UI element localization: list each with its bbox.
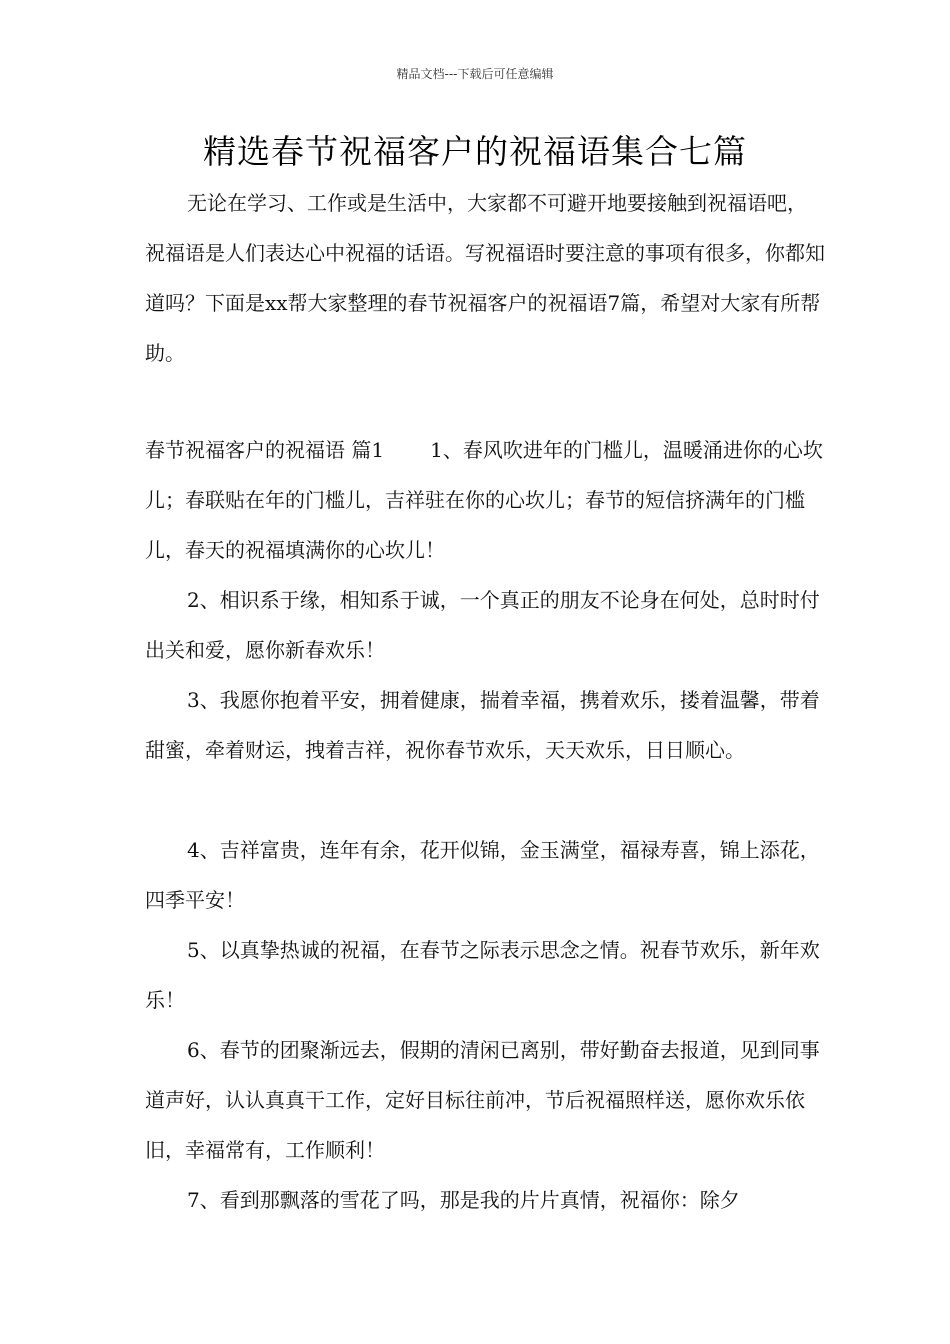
list-item-4: 4、吉祥富贵，连年有余，花开似锦，金玉满堂，福禄寿喜，锦上添花，四季平安！ <box>145 838 820 912</box>
section-paragraph <box>145 425 825 575</box>
list-item-5: 5、以真挚热诚的祝福，在春节之际表示思念之情。祝春节欢乐，新年欢乐！ <box>145 938 820 1012</box>
page-header: 精品文档---下载后可任意编辑 <box>396 67 554 81</box>
list-item-7: 7、看到那飘落的雪花了吗，那是我的片片真情，祝福你：除夕 <box>187 1188 740 1212</box>
document-title: 精选春节祝福客户的祝福语集合七篇 <box>203 132 747 171</box>
section-heading: 春节祝福客户的祝福语 篇1 <box>145 438 385 462</box>
list-item-1: 1、春风吹进年的门槛儿，温暖涌进你的心坎儿；春联贴在年的门槛儿，吉祥驻在你的心坎儿；春节的短信挤满年的门槛儿，春天的祝福填满你的心坎儿！ <box>145 438 823 562</box>
intro-paragraph: 无论在学习、工作或是生活中，大家都不可避开地要接触到祝福语吧，祝福语是人们表达心中祝福的话语。写祝福语时要注意的事项有很多，你都知道吗？下面是xx帮大家整理的春节祝福客户的祝福语7篇，希望对大家有所帮助。 <box>145 191 825 365</box>
list-item-3: 3、我愿你抱着平安，拥着健康，揣着幸福，携着欢乐，搂着温馨，带着甜蜜，牵着财运，拽着吉祥，祝你春节欢乐，天天欢乐，日日顺心。 <box>145 688 820 762</box>
list-item-2: 2、相识系于缘，相知系于诚，一个真正的朋友不论身在何处，总时时付出关和爱，愿你新春欢乐！ <box>145 588 820 662</box>
list-item-6: 6、春节的团聚渐远去，假期的清闲已离别，带好勤奋去报道，见到同事道声好，认认真真干工作，定好目标往前冲，节后祝福照样送，愿你欢乐依旧，幸福常有，工作顺利！ <box>145 1038 820 1162</box>
